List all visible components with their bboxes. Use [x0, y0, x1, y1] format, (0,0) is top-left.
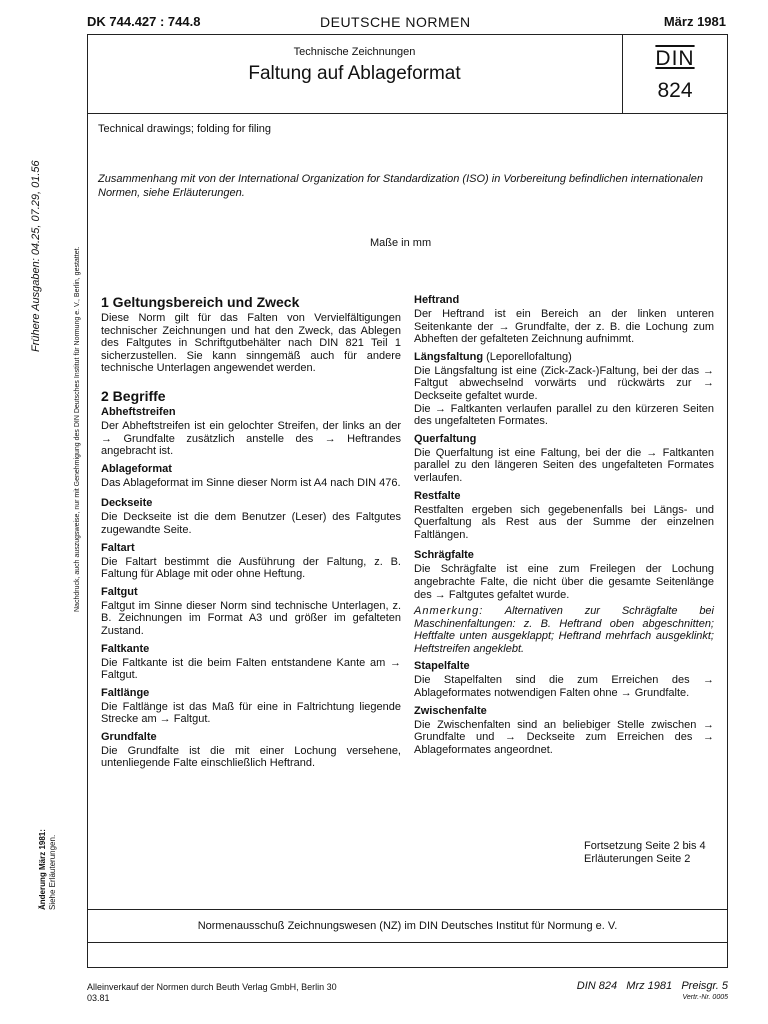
english-title: Technical drawings; folding for filing	[98, 123, 272, 135]
din-reference: DIN 824 Mrz 1981 Preisgr. 5	[576, 980, 728, 992]
term-heading: Querfaltung	[414, 432, 477, 445]
units-note: Maße in mm	[370, 237, 432, 249]
term-heading: Abheftstreifen	[101, 405, 176, 418]
term-heading: Faltlänge	[101, 686, 150, 699]
dk-number: DK 744.427 : 744.8	[87, 14, 201, 29]
remark-label: Anmerkung:	[414, 605, 484, 618]
din-logo: DIN	[655, 47, 695, 70]
section-1-text: Diese Norm gilt für das Falten von Vervielfältigungen technischer Zeichnungen und hat den Zweck, das Ablegen des Faltgutes in Schriftgutbehälter nach DIN 821 Teil 1 sicherzustellen. Sie kann sinngemäß auch für andere technische Unterlagen angewendet werden.	[101, 312, 401, 375]
term-text: Die Schrägfalte ist eine zum Freilegen der Lochung angebrachte Falte, die nicht über die gesamte Seitenlänge des → Faltgutes gefaltet wurde.	[414, 563, 714, 601]
remark-note	[414, 605, 714, 655]
term-text: Die Zwischenfalten sind an beliebiger Stelle zwischen → Grundfalte und → Deckseite zum Erreichen des → Ablageformates angeordnet.	[414, 718, 714, 756]
publisher-line: Alleinverkauf der Normen durch Beuth Verlag GmbH, Berlin 30	[87, 982, 337, 992]
vertr-number: Vertr.-Nr. 0005	[682, 994, 728, 1001]
term-heading: Stapelfalte	[414, 660, 470, 673]
term-text: Faltgut im Sinne dieser Norm sind technische Unterlagen, z. B. Zeichnungen im Format A3 und größer im gefalteten Zustand.	[101, 599, 401, 637]
term-heading: Heftrand	[414, 294, 460, 306]
term-heading: Schrägfalte	[414, 549, 474, 562]
remark-text: Alternativen zur Schrägfalte bei Maschinenfaltungen: z. B. Heftrand oben abgeschnitten; Heftfalte unten ausgeklappt; Heftrand mehrfach ausgeklinkt; Heftstreifen angeklebt.	[414, 605, 714, 655]
issue-date: März 1981	[663, 14, 726, 29]
term-text: Die Faltart bestimmt die Ausführung der Faltung, z. B. Faltung für Ablage mit oder ohne Heftung.	[101, 555, 401, 581]
change-notice	[38, 829, 58, 910]
section-2-heading: 2 Begriffe	[101, 387, 166, 404]
page-title: Faltung auf Ablageformat	[248, 63, 461, 84]
term-text: Die Querfaltung ist eine Faltung, bei der die → Faltkanten parallel zu den längeren Seiten des ungefalteten Formates verlaufen.	[414, 446, 714, 484]
term-text: Die Deckseite ist die dem Benutzer (Leser) des Faltgutes zugewandte Seite.	[101, 511, 401, 536]
term-heading: Ablageformat	[101, 462, 172, 475]
term-heading: Faltkante	[101, 642, 150, 655]
committee-divider-bottom	[87, 942, 728, 943]
term-text: Restfalten ergeben sich gegebenenfalls bei Längs- und Querfaltung als Rest aus der Summe der einzelnen Faltlängen.	[414, 503, 714, 541]
term-heading: Zwischenfalte	[414, 704, 487, 717]
date-code: 03.81	[87, 993, 110, 1003]
term-heading: Grundfalte	[101, 730, 157, 743]
term-text: Die Längsfaltung ist eine (Zick-Zack-)Faltung, bei der das → Faltgut abwechselnd vorwärts und rückwärts zur → Deckseite gefaltet wurde.	[414, 364, 714, 402]
earlier-editions: Frühere Ausgaben: 04.25, 07.29, 01.56	[30, 160, 42, 352]
continuation-line-1: Fortsetzung Seite 2 bis 4	[584, 840, 706, 852]
term-text: Die Grundfalte ist die mit einer Lochung versehene, untenliegende Falte einschließlich Heftrand.	[101, 744, 401, 770]
term-heading-suffix: (Leporellofaltung)	[483, 350, 572, 363]
change-title: Änderung März 1981:	[38, 829, 47, 910]
committee-divider-top	[87, 909, 728, 910]
right-column	[414, 294, 714, 756]
term-heading	[414, 351, 714, 364]
title-divider	[87, 113, 728, 114]
term-heading: Faltgut	[101, 585, 138, 598]
title-subject: Technische Zeichnungen	[293, 46, 416, 58]
deutsche-normen-label: DEUTSCHE NORMEN	[320, 14, 471, 30]
iso-note: Zusammenhang mit von der International Organization for Standardization (ISO) in Vorbereitung befindlichen internationalen Normen, siehe Erläuterungen.	[98, 173, 703, 199]
term-text: Die Faltkante ist die beim Falten entstandene Kante am → Faltgut.	[101, 656, 401, 682]
term-text: Die Stapelfalten sind die zum Erreichen des → Ablageformates notwendigen Falten ohne → Grundfalte.	[414, 674, 714, 700]
term-text: Die Faltlänge ist das Maß für eine in Faltrichtung liegende Strecke am → Faltgut.	[101, 700, 401, 726]
committee-line: Normenausschuß Zeichnungswesen (NZ) im DIN Deutsches Institut für Normung e. V.	[197, 920, 618, 932]
section-1-heading: 1 Geltungsbereich und Zweck	[101, 294, 300, 310]
term-heading-bold: Längsfaltung	[414, 350, 484, 363]
left-column	[101, 294, 401, 770]
term-text: Die → Faltkanten verlaufen parallel zu den kürzeren Seiten des ungefalteten Formates.	[414, 402, 714, 428]
term-text: Der Heftrand ist ein Bereich an der linken unteren Seitenkante der → Grundfalte, der z. B. die Lochung zum Abheften der gefalteten Zeichnung aufnimmt.	[414, 308, 714, 346]
term-heading: Deckseite	[101, 497, 153, 510]
term-heading: Faltart	[101, 541, 135, 554]
change-text: Siehe Erläuterungen.	[48, 834, 57, 910]
term-text: Der Abheftstreifen ist ein gelochter Streifen, der links an der → Grundfalte zusätzlich anstelle des → Heftrandes angebracht ist.	[101, 419, 401, 458]
term-heading: Restfalte	[414, 489, 461, 502]
din-number: 824	[657, 79, 693, 102]
continuation-line-2: Erläuterungen Seite 2	[584, 853, 691, 865]
term-text: Das Ablageformat im Sinne dieser Norm ist A4 nach DIN 476.	[101, 476, 401, 489]
continuation-note	[584, 840, 706, 866]
reprint-notice: Nachdruck, auch auszugsweise, nur mit Genehmigung des DIN Deutsches Institut für Normung e. V., Berlin, gestattet.	[74, 246, 81, 612]
